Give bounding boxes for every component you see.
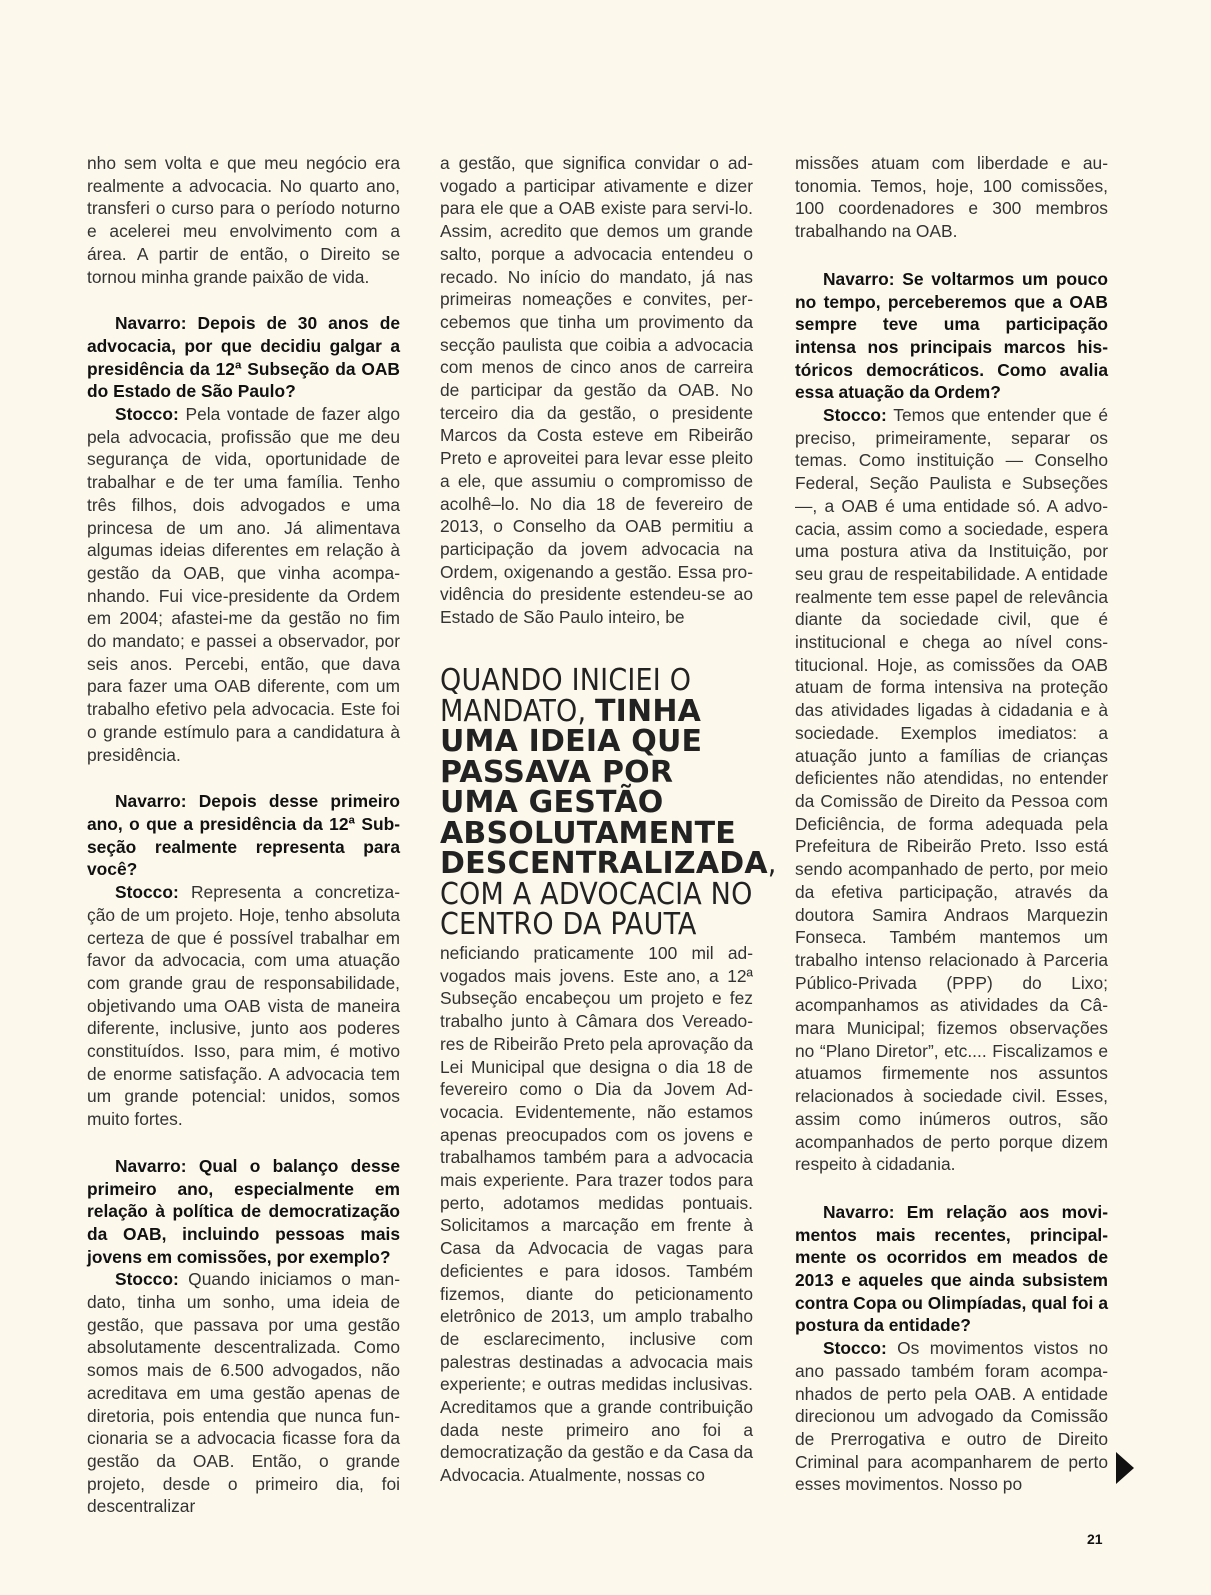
- answer-4-text: Temos que entender que é preciso, primeiramente, separar os temas. Como instituição — Conselho Federal, Seção Paulista e Subseções —, a OAB é uma entidade só. A advocacia, assim como a sociedade, espera uma postura ativa da Instituição, por seu grau de respeitabilidade. A entidade realmente tem esse papel de relevância diante da sociedade civil, que é institucional e chega ao nível constitucional. Hoje, as comissões da OAB atuam de forma intensiva na proteção das atividades ligadas à cidadania e à sociedade. Exemplos imediatos: a atuação junto a famílias de crianças deficientes não atendidas, no entender da Comissão de Direito da Pessoa com Deficiência, de forma adequada pela Prefeitura de Ribeirão Preto. Isso está sendo acompanhado de perto, por meio da efetiva participação, através da doutora Samira Andraos Marquezin Fonseca. Também mantemos um trabalho intenso relacionado à Parceria Público-Privada (PPP) do Lixo; acompanhamos as atividades da Câmara Municipal; fizemos observações no “Plano Diretor”, etc.... Fiscalizamos e atuamos firmemente nos assuntos relacionados à sociedade civil. Esses, assim como inúmeros outros, são acompanhados de perto porque dizem respeito à cidadania.: [795, 405, 1108, 1175]
- pull-quote: [440, 663, 777, 942]
- answer-5: [795, 1337, 1108, 1496]
- pull-quote-light-2: COM A ADVOCACIA NO CENTRO DA PAUTA: [440, 876, 753, 942]
- pull-quote-light-1: QUANDO INICIEI O MANDATO,: [440, 663, 692, 729]
- answer-3: [87, 1268, 400, 1518]
- column-2-top: [440, 152, 753, 629]
- column-3-intro: missões atuam com liberdade e autonomia. Temos, hoje, 100 comissões, 100 coordenadores e 300 membros trabalhando na OAB.: [795, 153, 1108, 242]
- answer-2: [87, 881, 400, 1131]
- answer-1: [87, 403, 400, 766]
- page-number: 21: [1087, 1531, 1103, 1547]
- triangle-right-icon: [1116, 1452, 1134, 1484]
- answer-3-speaker: Stocco:: [115, 1269, 179, 1290]
- pull-quote-comma: ,: [767, 846, 777, 881]
- column-3: [795, 152, 1108, 1496]
- column-1: [87, 152, 400, 1518]
- answer-5-text: Os movimentos vistos no ano passado também foram acompanhados de perto pela OAB. A entidade direcionou um advogado da Comissão de Prerrogativa e outro de Direito Criminal para acompanharem de perto esses movimentos. Nosso po: [795, 1338, 1108, 1495]
- question-5: Navarro: Em relação aos movimentos mais recentes, principalmente os ocorridos em meados de 2013 e aqueles que ainda subsistem contra Copa ou Olimpíadas, qual foi a postura da entidade?: [795, 1201, 1108, 1336]
- pull-quote-bold: TINHA UMA IDEIA QUE PASSAVA POR UMA GESTÃO ABSOLUTAMENTE DESCENTRALIZADA: [440, 693, 768, 881]
- answer-3-text: Quando iniciamos o mandato, tinha um sonho, uma ideia de gestão, que passava por uma gestão absolutamente descentralizada. Como somos mais de 6.500 advogados, não acreditava em uma gestão apenas de diretoria, pois entendia que nunca funcionaria se a advocacia ficasse fora da gestão da OAB. Então, o grande projeto, desde o primeiro dia, foi descentralizar: [87, 1269, 400, 1517]
- question-3: Navarro: Qual o balanço desse primeiro ano, especialmente em relação à política de democratização da OAB, incluindo pessoas mais jovens em comissões, por exemplo?: [87, 1155, 400, 1267]
- answer-4: [795, 404, 1108, 1176]
- column-2-bottom: [440, 942, 753, 1487]
- answer-2-speaker: Stocco:: [115, 882, 179, 903]
- answer-4-speaker: Stocco:: [823, 405, 887, 426]
- column-2-top-text: a gestão, que significa convidar o advogado a participar ativamente e dizer para ele que a OAB existe para servi-lo. Assim, acredito que demos um grande salto, porque a advocacia entendeu o recado. No início do mandato, já nas primeiras nomeações e convites, percebemos que tinha um provimento da secção paulista que coibia a advocacia com menos de cinco anos de carreira de participar da gestão da OAB. No terceiro dia da gestão, o presidente Marcos da Costa esteve em Ribeirão Preto e aproveitei para levar esse pleito a ele, que assumiu o compromisso de acolhê–lo. No dia 18 de fevereiro de 2013, o Conselho da OAB permitiu a participação da jovem advocacia na Ordem, oxigenando a gestão. Essa providência do presidente estendeu-se ao Estado de São Paulo inteiro, be: [440, 153, 753, 628]
- column-1-intro: nho sem volta e que meu negócio era realmente a advocacia. No quarto ano, transferi o curso para o período noturno e acelerei meu envolvimento com a área. A partir de então, o Direito se tornou minha grande paixão de vida.: [87, 153, 400, 287]
- column-2-bottom-text: neficiando praticamente 100 mil advogados mais jovens. Este ano, a 12ª Subseção encabeçou um projeto e fez trabalho junto à Câmara dos Vereadores de Ribeirão Preto pela aprovação da Lei Municipal que designa o dia 18 de fevereiro como o Dia da Jovem Advocacia. Evidentemente, não estamos apenas preocupados com os jovens e trabalhamos também para a advocacia mais experiente. Para trazer todos para perto, adotamos medidas pontuais. Solicitamos a marcação em frente à Casa da Advocacia de vagas para deficientes e para idosos. Também fizemos, diante do peticionamento eletrônico de 2013, um amplo trabalho de esclarecimento, inclusive com palestras destinadas a advocacia mais experiente; e outras medidas inclusivas. Acreditamos que a grande contribuição dada neste primeiro ano foi a democratização da gestão e da Casa da Advocacia. Atualmente, nossas co: [440, 943, 753, 1486]
- answer-2-text: Representa a concretização de um projeto. Hoje, tenho absoluta certeza de que é possível trabalhar em favor da advocacia, com uma atuação com grande grau de responsabilidade, objetivando uma OAB vista de maneira diferente, inclusive, junto aos poderes constituídos. Isso, para mim, é motivo de enorme satisfação. A advocacia tem um grande potencial: unidos, somos muito fortes.: [87, 882, 400, 1130]
- question-1: Navarro: Depois de 30 anos de advocacia, por que decidiu galgar a presidência da 12ª Subseção da OAB do Estado de São Paulo?: [87, 313, 400, 402]
- question-2: Navarro: Depois desse primeiro ano, o que a presidência da 12ª Subseção realmente representa para você?: [87, 791, 400, 880]
- answer-1-text: Pela vontade de fazer algo pela advocacia, profissão que me deu segurança de vida, oportunidade de trabalhar e de ter uma família. Tenho três filhos, dois advogados e uma princesa de um ano. Já alimentava algumas ideias diferentes em relação à gestão da OAB, que vinha acompanhando. Fui vice-presidente da Ordem em 2004; afastei-me da gestão no fim do mandato; e passei a observador, por seis anos. Percebi, então, que dava para fazer uma OAB diferente, com um trabalho efetivo pela advocacia. Este foi o grande estímulo para a candidatura à presidência.: [87, 404, 400, 765]
- answer-1-speaker: Stocco:: [115, 404, 179, 425]
- question-4: Navarro: Se voltarmos um pouco no tempo, perceberemos que a OAB sempre teve uma participação intensa nos principais marcos históricos democráticos. Como avalia essa atuação da Ordem?: [795, 268, 1108, 403]
- answer-5-speaker: Stocco:: [823, 1338, 887, 1359]
